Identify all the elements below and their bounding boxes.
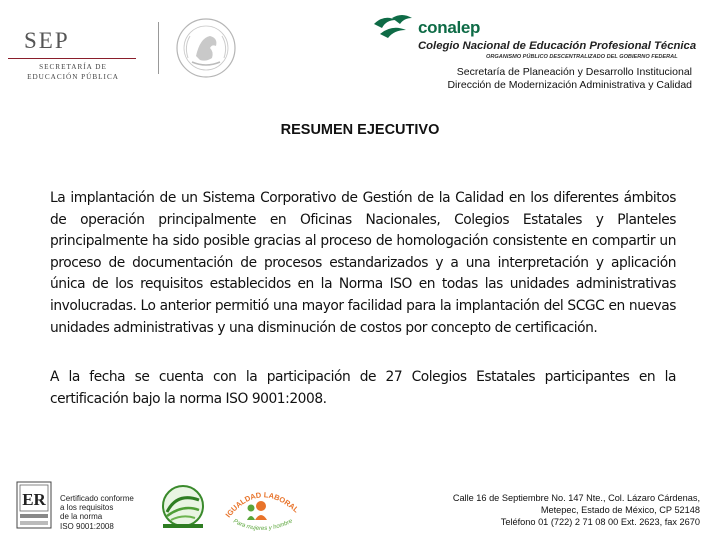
paragraph-1: La implantación de un Sistema Corporativo de Gestión de la Calidad en los diferentes ámbitos de operación principalmente en Oficinas Nacionales, Colegios Estatales y Planteles principalmente ha sido posible gracias al proceso de homologación consistente en compartir un proceso de documentación de procesos estandarizados y a una interpretación y aplicación única de los requisitos establecidos en la Norma ISO en todas las unidades administrativas involucradas. Lo anterior permitió una mayor facilidad para la implantación del SCGC en nuevas unidades administrativas y una disminución de costos por concepto de certificación.: [50, 190, 676, 336]
er-certification-badge-icon: [16, 481, 52, 529]
er-badge-text: ER: [22, 490, 46, 509]
sep-rule: [8, 58, 136, 59]
sep-line-2: EDUCACIÓN PÚBLICA: [27, 73, 119, 81]
green-emblem-icon: [153, 482, 213, 532]
igualdad-label: IGUALDAD LABORAL: [223, 490, 301, 520]
sep-title: SEP: [24, 28, 70, 53]
sep-line-1: SECRETARÍA DE: [39, 63, 107, 71]
direccion-line: Dirección de Modernización Administrativa y Calidad: [447, 79, 692, 91]
address-line-3: Teléfono 01 (722) 2 71 08 00 Ext. 2623, fax 2670: [500, 517, 700, 528]
header-divider: [158, 22, 159, 74]
conalep-name: conalep: [418, 18, 481, 37]
paragraph-2: A la fecha se cuenta con la participación de 27 Colegios Estatales participantes en la certificación bajo la norma ISO 9001:2008.: [50, 369, 676, 407]
cert-line-1: Certificado conforme: [60, 494, 134, 503]
igualdad-sub: Para mujeres y hombre: [232, 518, 294, 533]
cert-line-2: a los requisitos: [60, 503, 114, 513]
conalep-full-name: Colegio Nacional de Educación Profesional Técnica: [418, 40, 697, 52]
certification-text: [60, 494, 155, 531]
address-line-2: Metepec, Estado de México, CP 52148: [540, 505, 700, 516]
page-title: RESUMEN EJECUTIVO: [280, 122, 440, 138]
mexican-seal-icon: [166, 16, 246, 80]
sep-logo: [8, 28, 148, 84]
address-block: [453, 492, 700, 529]
address-line-1: Calle 16 de Septiembre No. 147 Nte., Col. Lázaro Cárdenas,: [452, 493, 700, 503]
igualdad-laboral-logo-icon: [215, 478, 305, 534]
conalep-subtitle: ORGANISMO PÚBLICO DESCENTRALIZADO DEL GOBIERNO FEDERAL: [486, 54, 678, 60]
conalep-logo-icon: [370, 10, 418, 46]
secretaria-line: Secretaría de Planeación y Desarrollo Institucional: [456, 66, 692, 78]
cert-line-3: de la norma: [60, 512, 103, 522]
cert-line-4: ISO 9001:2008: [60, 521, 114, 531]
